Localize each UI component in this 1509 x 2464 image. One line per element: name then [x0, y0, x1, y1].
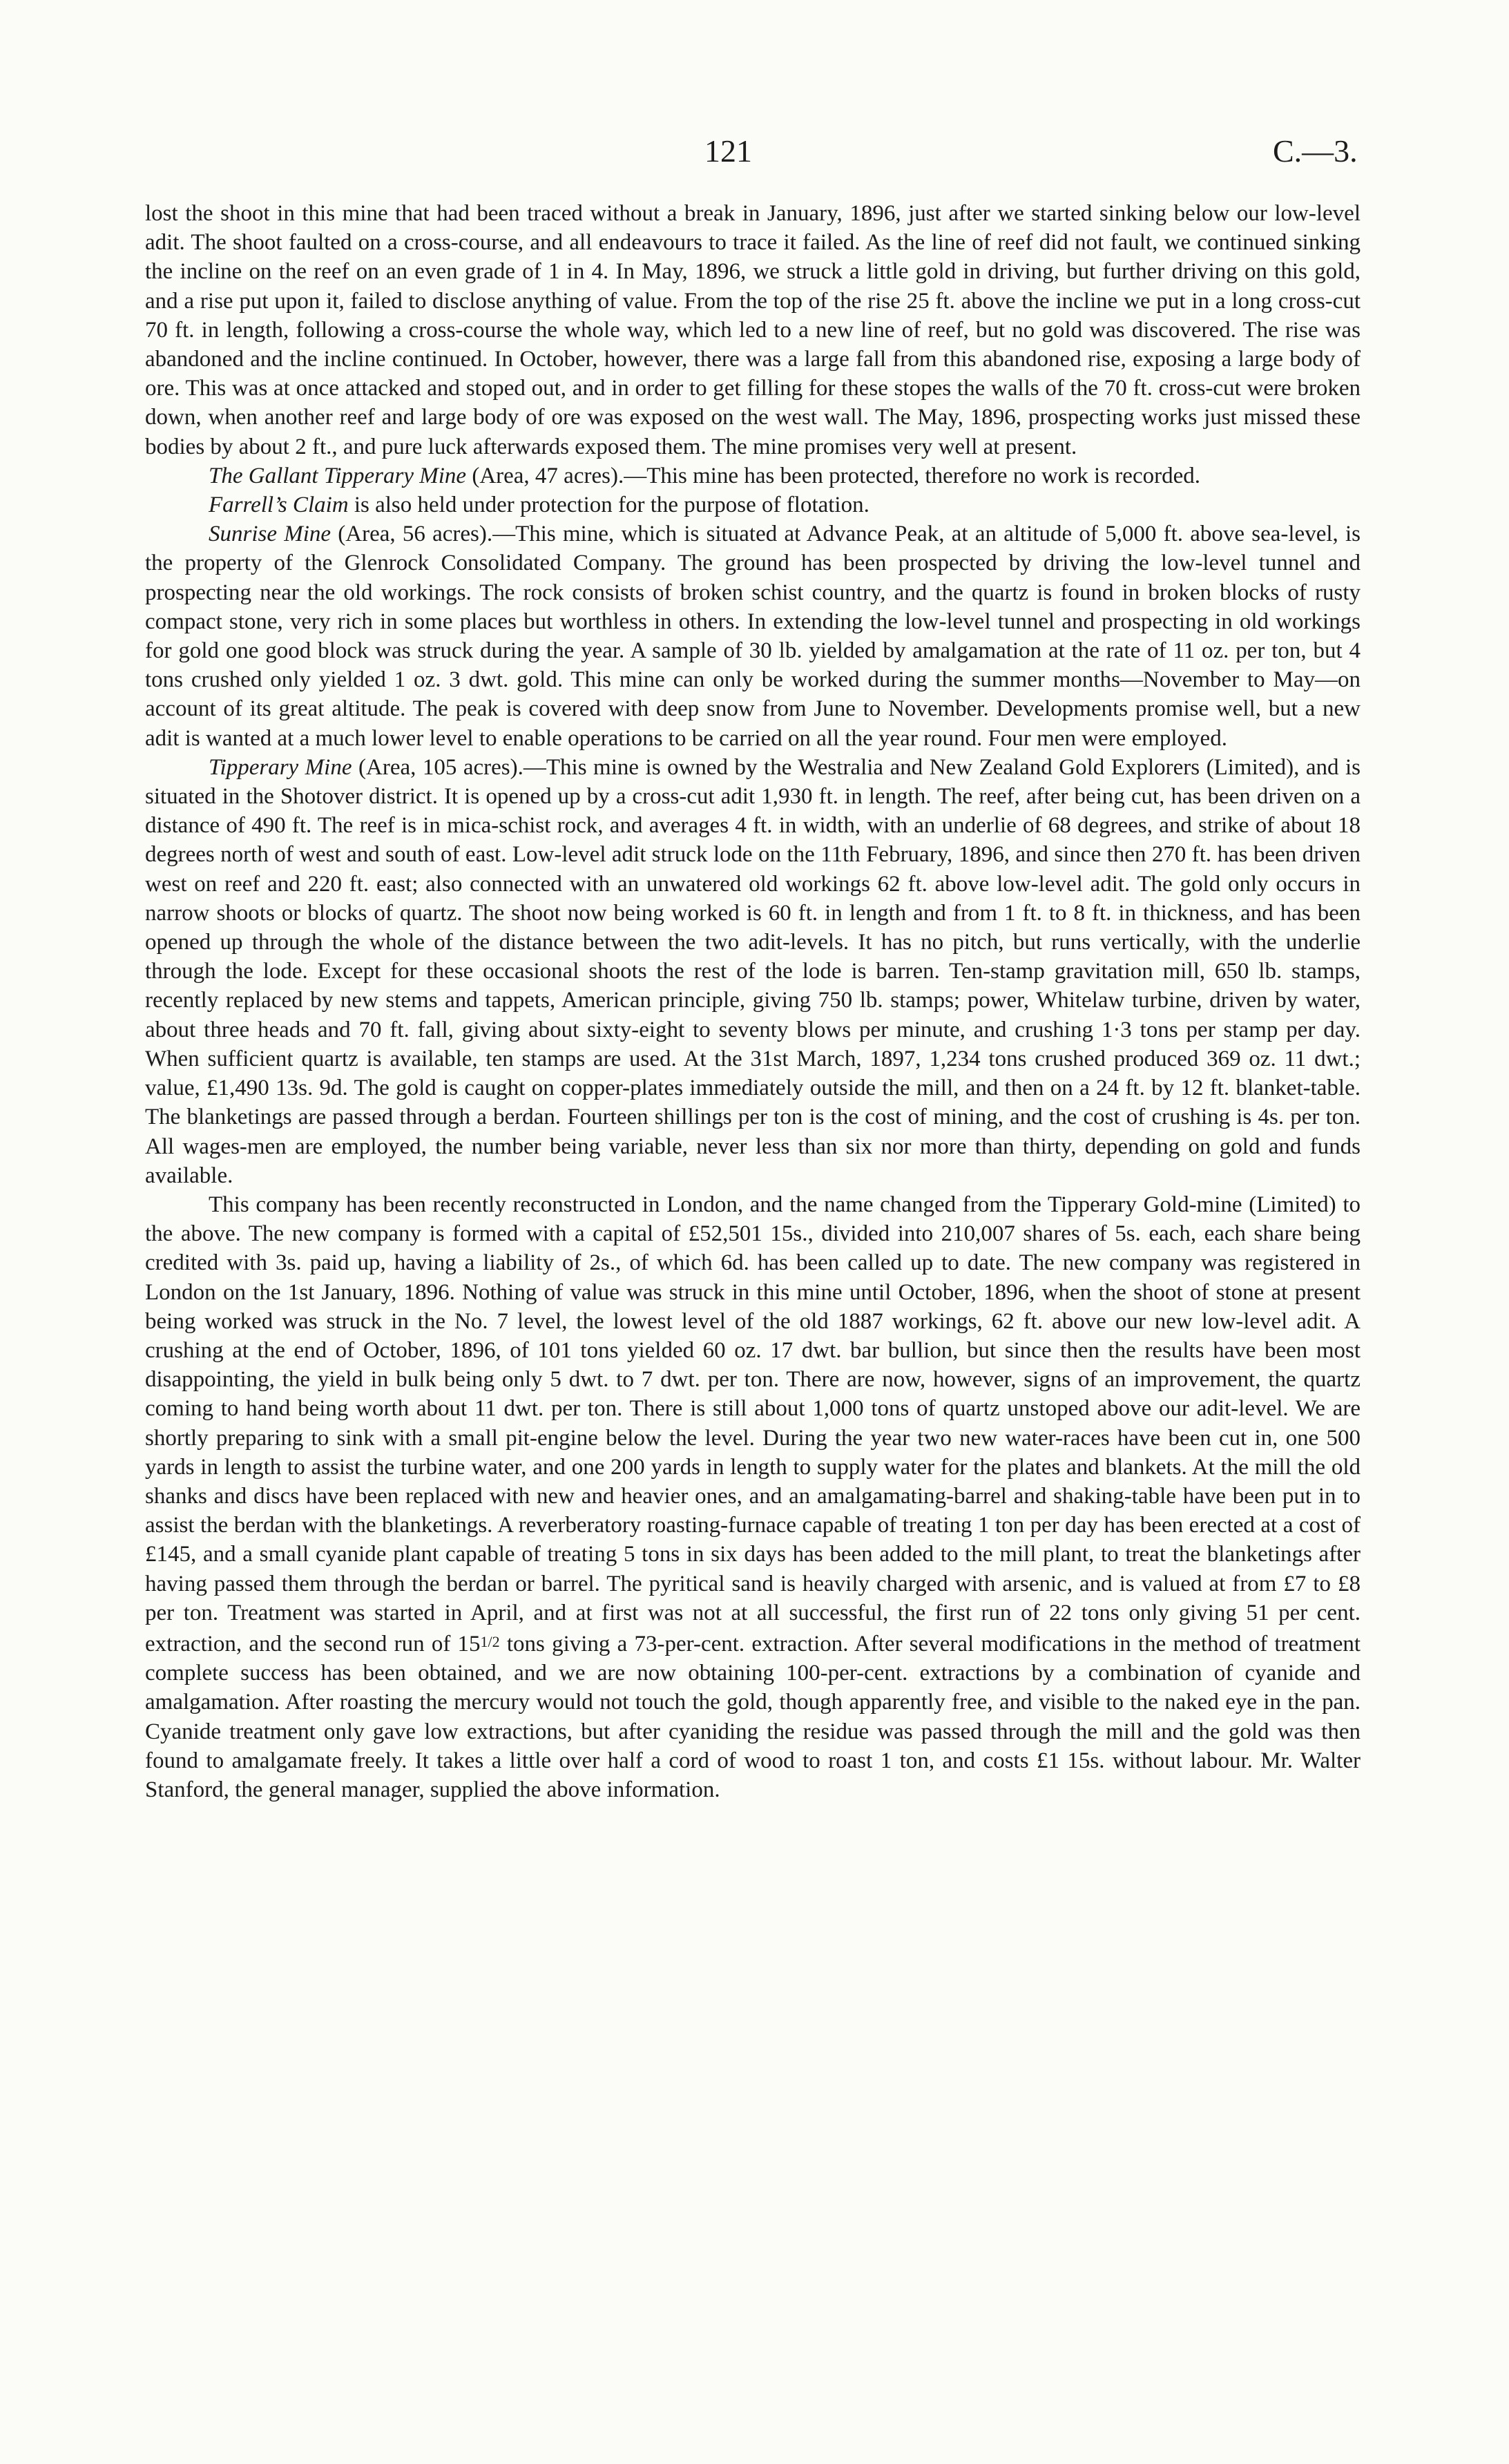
paragraph-continued — [145, 199, 1361, 461]
paragraph-text: lost the shoot in this mine that had been traced without a break in January, 1896, just after we started sinking below our low-level adit. The shoot faulted on a cross-course, and all endeavours to trace it failed. As the line of reef did not fault, we continued sinking the incline on the reef on an even grade of 1 in 4. In May, 1896, we struck a little gold in driving, but further driving on this gold, and a rise put upon it, failed to disclose anything of value. From the top of the rise 25 ft. above the incline we put in a long cross-cut 70 ft. in length, following a cross-course the whole way, which led to a new line of reef, but no gold was discovered. The rise was abandoned and the incline continued. In October, however, there was a large fall from this abandoned rise, exposing a large body of ore. This was at once attacked and stoped out, and in order to get filling for these stopes the walls of the 70 ft. cross-cut were broken down, when another reef and large body of ore was exposed on the west wall. The May, 1896, prospecting works just missed these bodies by about 2 ft., and pure luck afterwards exposed them. The mine promises very well at present. — [145, 201, 1361, 459]
mine-title: Farrell’s Claim — [209, 493, 349, 518]
paragraph-farrells-claim — [145, 490, 1361, 519]
page-number: 121 — [704, 133, 752, 169]
mine-title: Sunrise Mine — [209, 522, 331, 547]
paragraph-sunrise-mine — [145, 519, 1361, 753]
paragraph-text: This company has been recently reconstructed in London, and the name changed from the Tipperary Gold-mine (Limited) to the above. The new company is formed with a capital of £52,501 15s., divided into 210,007 shares of 5s. each, each share being credited with 3s. paid up, having a liability of 2s., of which 6d. has been called up to date. The new company was registered in London on the 1st January, 1896. Nothing of value was struck in this mine until October, 1896, when the shoot of stone at present being worked was struck in the No. 7 level, the lowest level of the old 1887 workings, 62 ft. above our new low-level adit. A crushing at the end of October, 1896, of 101 tons yielded 60 oz. 17 dwt. bar bullion, but since then the results have been most disappointing, the yield in bulk being only 5 dwt. to 7 dwt. per ton. There are now, however, signs of an improvement, the quartz coming to hand being worth about 11 dwt. per ton. There is still about 1,000 tons of quartz unstoped above our adit-level. We are shortly preparing to sink with a small pit-engine below the level. During the year two new water-races have been cut in, one 500 yards in length to assist the turbine water, and one 200 yards in length to supply water for the plates and blankets. At the mill the old shanks and discs have been replaced with new and heavier ones, and an amalgamating-barrel and shaking-table have been put in to assist the berdan with the blanketings. A reverberatory roasting-furnace capable of treating 1 ton per day has been erected at a cost of £145, and a small cyanide plant capable of treating 5 tons in six days has been added to the mill plant, to treat the blanketings after having passed them through the berdan or barrel. The pyritical sand is heavily charged with arsenic, and is valued at from £7 to £8 per ton. Treatment was started in April, and at first was not at all successful, the first run of 22 tons only giving 51 per cent. extraction, and the second run of 15 — [145, 1192, 1361, 1656]
body-text — [145, 199, 1361, 1804]
mine-title: The Gallant Tipperary Mine — [209, 463, 467, 488]
paragraph-text: is also held under protection for the purpose of flotation. — [348, 493, 869, 518]
paragraph-gallant-tipperary — [145, 461, 1361, 490]
paragraph-text-continued: tons giving a 73-per-cent. extraction. After several modifications in the method of treatment complete success has been obtained, and we are now obtaining 100-per-cent. extractions by a combination of cyanide and amalgamation. After roasting the mercury would not touch the gold, though apparently free, and visible to the naked eye in the pan. Cyanide treatment only gave low extractions, but after cyaniding the residue was passed through the mill and the gold was then found to amalgamate freely. It takes a little over half a cord of wood to roast 1 ton, and costs £1 15s. without labour. Mr. Walter Stanford, the general manager, supplied the above information. — [145, 1631, 1361, 1802]
paragraph-tipperary-mine — [145, 753, 1361, 1190]
paragraph-text: (Area, 56 acres).—This mine, which is situated at Advance Peak, at an altitude of 5,000 ft. above sea-level, is the property of the Glenrock Consolidated Company. The ground has been prospected by driving the low-level tunnel and prospecting near the old workings. The rock consists of broken schist country, and the quartz is found in broken blocks of rusty compact stone, very rich in some places but worthless in others. In extending the low-level tunnel and prospecting in old workings for gold one good block was struck during the year. A sample of 30 lb. yielded by amalgamation at the rate of 11 oz. per ton, but 4 tons crushed only yielded 1 oz. 3 dwt. gold. This mine can only be worked during the summer months—November to May—on account of its great altitude. The peak is covered with deep snow from June to November. Developments promise well, but a new adit is wanted at a much lower level to enable operations to be carried on all the year round. Four men were employed. — [145, 522, 1361, 751]
paragraph-company-report — [145, 1190, 1361, 1804]
document-reference: C.—3. — [1273, 133, 1358, 169]
paragraph-text: (Area, 47 acres).—This mine has been protected, therefore no work is recorded. — [466, 463, 1200, 488]
paragraph-text: (Area, 105 acres).—This mine is owned by the Westralia and New Zealand Gold Explorers (Limited), and is situated in the Shotover district. It is opened up by a cross-cut adit 1,930 ft. in length. The reef, after being cut, has been driven on a distance of 490 ft. The reef is in mica-schist rock, and averages 4 ft. in width, with an underlie of 68 degrees, and strike of about 18 degrees north of west and south of east. Low-level adit struck lode on the 11th February, 1896, and since then 270 ft. has been driven west on reef and 220 ft. east; also connected with an unwatered old workings 62 ft. above low-level adit. The gold only occurs in narrow shoots or blocks of quartz. The shoot now being worked is 60 ft. in length and from 1 ft. to 8 ft. in thickness, and has been opened up through the whole of the distance between the two adit-levels. It has no pitch, but runs vertically, with the underlie through the lode. Except for these occasional shoots the rest of the lode is barren. Ten-stamp gravitation mill, 650 lb. stamps, recently replaced by new stems and tappets, American principle, giving 750 lb. stamps; power, Whitelaw turbine, driven by water, about three heads and 70 ft. fall, giving about sixty-eight to seventy blows per minute, and crushing 1·3 tons per stamp per day. When sufficient quartz is available, ten stamps are used. At the 31st March, 1897, 1,234 tons crushed produced 369 oz. 11 dwt.; value, £1,490 13s. 9d. The gold is caught on copper-plates immediately outside the mill, and then on a 24 ft. by 12 ft. blanket-table. The blanketings are passed through a berdan. Fourteen shillings per ton is the cost of mining, and the cost of crushing is 4s. per ton. All wages-men are employed, the number being variable, never less than six nor more than thirty, depending on gold and funds available. — [145, 754, 1361, 1188]
mine-title: Tipperary Mine — [209, 754, 352, 780]
fraction: 1/2 — [480, 1632, 500, 1650]
page-header — [0, 133, 1509, 181]
